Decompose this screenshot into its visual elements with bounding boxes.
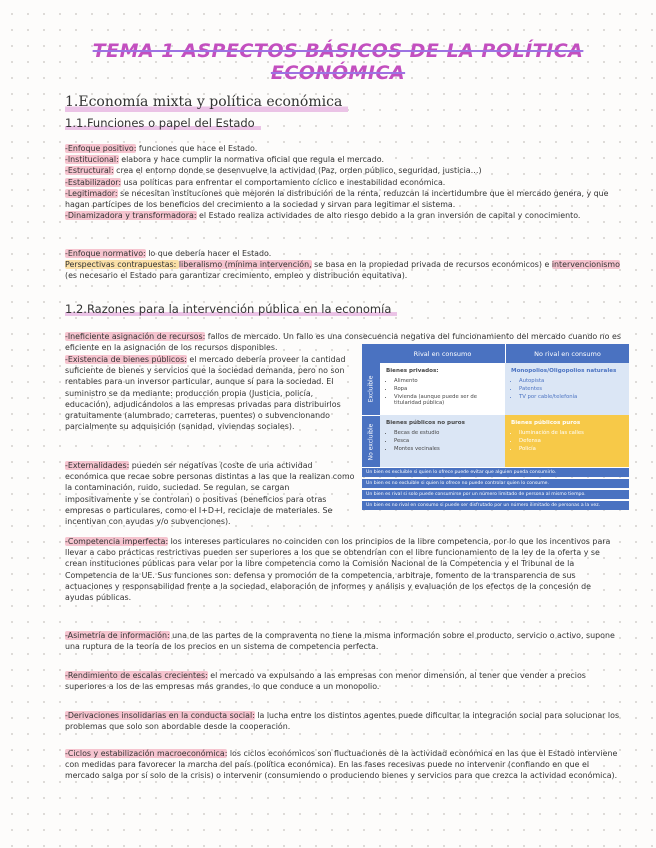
text: los intereses particulares no coinciden con los principios de la libre competencia, por lo que los incentivos para llevar a cabo prácticas restrictivas pueden ser superiores a los que se obtendrían con el libre funcionamiento de la ley de la oferta y se crean instituciones públicas para velar por la libre competencia como la Comisión Nacional de la Competencia y el Tribunal de la Competencia de la UE. Sus funciones son: defensa y promoción de la competencia, arbitraje, fomento de la transparencia de sus actuaciones y responsabilidad frente a la sociedad, elaboración de informes y análisis y evaluación de los efectos de la concesión de ayudas públicas.	[65, 537, 611, 603]
table-row-header-excludable	[362, 363, 380, 415]
paragraph	[65, 177, 621, 188]
list-item: • Vivienda (aunque puede ser de titularidad pública)	[394, 394, 499, 406]
term: -Dinamizadora y transformadora:	[65, 211, 197, 221]
term: -Rendimiento de escalas crecientes:	[65, 671, 208, 680]
list-item: • Pesca	[394, 438, 499, 444]
paragraph	[65, 165, 621, 176]
paragraph	[65, 210, 621, 221]
text: crea el entorno donde se desenvuelve la actividad (Paz, orden público, seguridad, justicia…)	[113, 166, 482, 176]
subsection-heading-functions: 1.1.Funciones o papel del Estado	[65, 116, 261, 130]
text: se necesitan instituciones que mejoren la distribución de la renta, reduzcan la incertidumbre que el mercado genera, y que hagan partícipes de los beneficios del crecimiento a la sociedad y sirvan para legitimar el sistema.	[65, 188, 609, 210]
term: -Enfoque positivo:	[65, 144, 137, 153]
list-item: • Defensa	[519, 438, 623, 444]
term: -Estabilizador:	[65, 177, 122, 187]
term: -Derivaciones insolidarias en la conducta social:	[65, 711, 255, 720]
list-item: • Policía	[519, 446, 623, 452]
table-footnote: Un bien es excluible si quien lo ofrece puede evitar que alguien pueda consumirlo.	[362, 467, 629, 477]
list-item: • Autopista	[519, 378, 623, 384]
imperfect-competition-block	[65, 536, 621, 603]
cell-list	[511, 430, 623, 452]
social-conduct-block	[65, 710, 621, 732]
cell-title: Bienes privados:	[386, 368, 439, 374]
table-cell-impure-public-goods	[380, 415, 505, 467]
text: elabora y hace cumplir la normativa oficial que regula el mercado.	[118, 155, 384, 165]
term: -Estructural:	[65, 166, 114, 176]
text: funciones que hace el Estado.	[136, 144, 258, 153]
term: -Existencia de bienes públicos:	[65, 355, 187, 364]
text: pueden ser negativas (coste de una actividad económica que recae sobre personas distintas a las que la realizan como la contaminación, ruido, suciedad. Se regulan, se cargan impositivamente y se controlan) o positivas (beneficios para otras empresas o particulares, como el I+D+I, reciclaje de materiales. Se incentivan con ayudas y/o subvenciones).	[65, 461, 355, 527]
document-title: TEMA 1 ASPECTOS BÁSICOS DE LA POLÍTICA ECONÓMICA	[92, 40, 584, 84]
list-item: • Patentes	[519, 386, 623, 392]
text: lo que debería hacer el Estado.	[145, 249, 272, 258]
cell-title: Monopolios/Oligopolios naturales	[511, 368, 617, 374]
text: el mercado va expulsando a las empresas con menor dimensión, al tener que vender a precios superiores a los de las empresas más grandes, lo que conduce a un monopolio.	[65, 671, 586, 692]
cell-list	[386, 430, 499, 452]
term: -Asimetría de información:	[65, 631, 170, 640]
cell-list	[386, 378, 499, 406]
term: -Competencia imperfecta:	[65, 537, 169, 546]
paragraph	[65, 354, 355, 432]
table-header-nonrival: No rival en consumo	[505, 344, 629, 363]
paragraph	[65, 143, 621, 154]
paragraph	[65, 259, 621, 281]
text: usa políticas para enfrentar el comportamiento cíclico e inestabilidad económica.	[121, 177, 446, 187]
term: liberalismo (mínima intervención,	[178, 260, 312, 270]
paragraph	[65, 188, 621, 210]
text: una de las partes de la compraventa no tiene la misma información sobre el producto, servicio o activo, supone una ruptura de la teoría de los precios en un sistema de competencia perfecta.	[65, 631, 615, 652]
list-item: • Alimento	[394, 378, 499, 384]
subsection-heading-reasons: 1.2.Razones para la intervención pública en la economía	[65, 302, 397, 316]
paragraph	[65, 670, 621, 692]
table-footnote: Un bien es no rival en consumo si puede ser disfrutado por un número ilimitado de personas a la vez.	[362, 500, 629, 510]
goods-classification-table	[362, 344, 629, 511]
term: -Ciclos y estabilización macroeconómica:	[65, 749, 228, 758]
cell-title: Bienes públicos no puros	[386, 420, 465, 426]
table-footnote: Un bien es no excluible si quien lo ofrece no puede controlar quien lo consume.	[362, 478, 629, 488]
list-item: • Ropa	[394, 386, 499, 392]
list-item: • Montes vecinales	[394, 446, 499, 452]
externalities-block	[65, 460, 355, 527]
paragraph	[65, 748, 621, 782]
text: el mercado debería proveer la cantidad suficiente de bienes y servicios que la sociedad demanda, pero no son rentables para un inversor particular, aunque sí para la sociedad. El suministro se da mediante: producción propia (Justicia, policía, educación), adjudicándolos a las empresas privadas para distribuirlos gratuitamente (alumbrado, carreteras, puentes) o subvencionando parcialmente su adquisición (sanidad, viviendas sociales).	[65, 355, 346, 432]
functions-positive-block	[65, 143, 621, 221]
table-footnote: Un bien es rival si solo puede consumirse por un número limitado de persona al mismo tiempo.	[362, 489, 629, 499]
text: fallos de mercado. Un fallo es una consecuencia negativa del funcionamiento del mercado cuando no es eficiente en la asignación de los recursos disponibles.	[65, 332, 621, 353]
term: -Externalidades:	[65, 461, 130, 470]
cell-list	[511, 378, 623, 400]
cell-title: Bienes públicos puros	[511, 420, 581, 426]
text: (es necesario el Estado para garantizar crecimiento, empleo y distribución equitativa).	[65, 271, 408, 281]
text: se basa en la propiedad privada de recursos económicos) e	[311, 260, 552, 270]
list-item: • Iluminación de las calles	[519, 430, 623, 436]
list-item: • TV por cable/telefonía	[519, 394, 623, 400]
text: la lucha entre los distintos agentes puede dificultar la integración social para solucionar los problemas que solo son abordable desde la cooperación.	[65, 711, 620, 732]
table-cell-natural-monopolies	[505, 363, 629, 415]
paragraph	[65, 630, 621, 652]
table-row-header-nonexcludable	[362, 415, 380, 467]
table-header-rival: Rival en consumo	[380, 344, 505, 363]
term: Perspectivas contrapuestas:	[65, 260, 179, 270]
table-cell-private-goods	[380, 363, 505, 415]
information-asymmetry-block	[65, 630, 621, 652]
section-heading: 1.Economía mixta y política económica	[65, 94, 348, 112]
paragraph	[65, 460, 355, 527]
term: -Legitimador:	[65, 188, 118, 198]
economies-of-scale-block	[65, 670, 621, 692]
table-corner	[362, 344, 380, 363]
paragraph	[65, 248, 621, 259]
row-label: No excluible	[367, 423, 375, 460]
text: los ciclos económicos son fluctuaciones de la actividad económica en las que el Estado interviene con medidas para favorecer la marcha del país (política económica). En las fases recesivas puede no intervenir (confiando en que el mercado salga por sí solo de la crisis) o intervenir (consumiendo o produciendo bienes y servicios para que crezca la actividad económica).	[65, 749, 618, 781]
functions-normative-block	[65, 248, 621, 282]
public-goods-block	[65, 354, 355, 432]
macroeconomic-cycles-block	[65, 748, 621, 782]
list-item: • Becas de estudio	[394, 430, 499, 436]
paragraph	[65, 710, 621, 732]
term: -Ineficiente asignación de recursos:	[65, 332, 206, 341]
row-label: Excluible	[367, 375, 375, 403]
paragraph	[65, 536, 621, 603]
term: intervencionismo	[551, 260, 620, 270]
table-cell-pure-public-goods	[505, 415, 629, 467]
paragraph	[65, 154, 621, 165]
text: el Estado realiza actividades de alto riesgo debido a la gran inversión de capital y conocimiento.	[196, 211, 581, 221]
term: -Institucional:	[65, 155, 119, 165]
term: -Enfoque normativo:	[65, 249, 146, 258]
